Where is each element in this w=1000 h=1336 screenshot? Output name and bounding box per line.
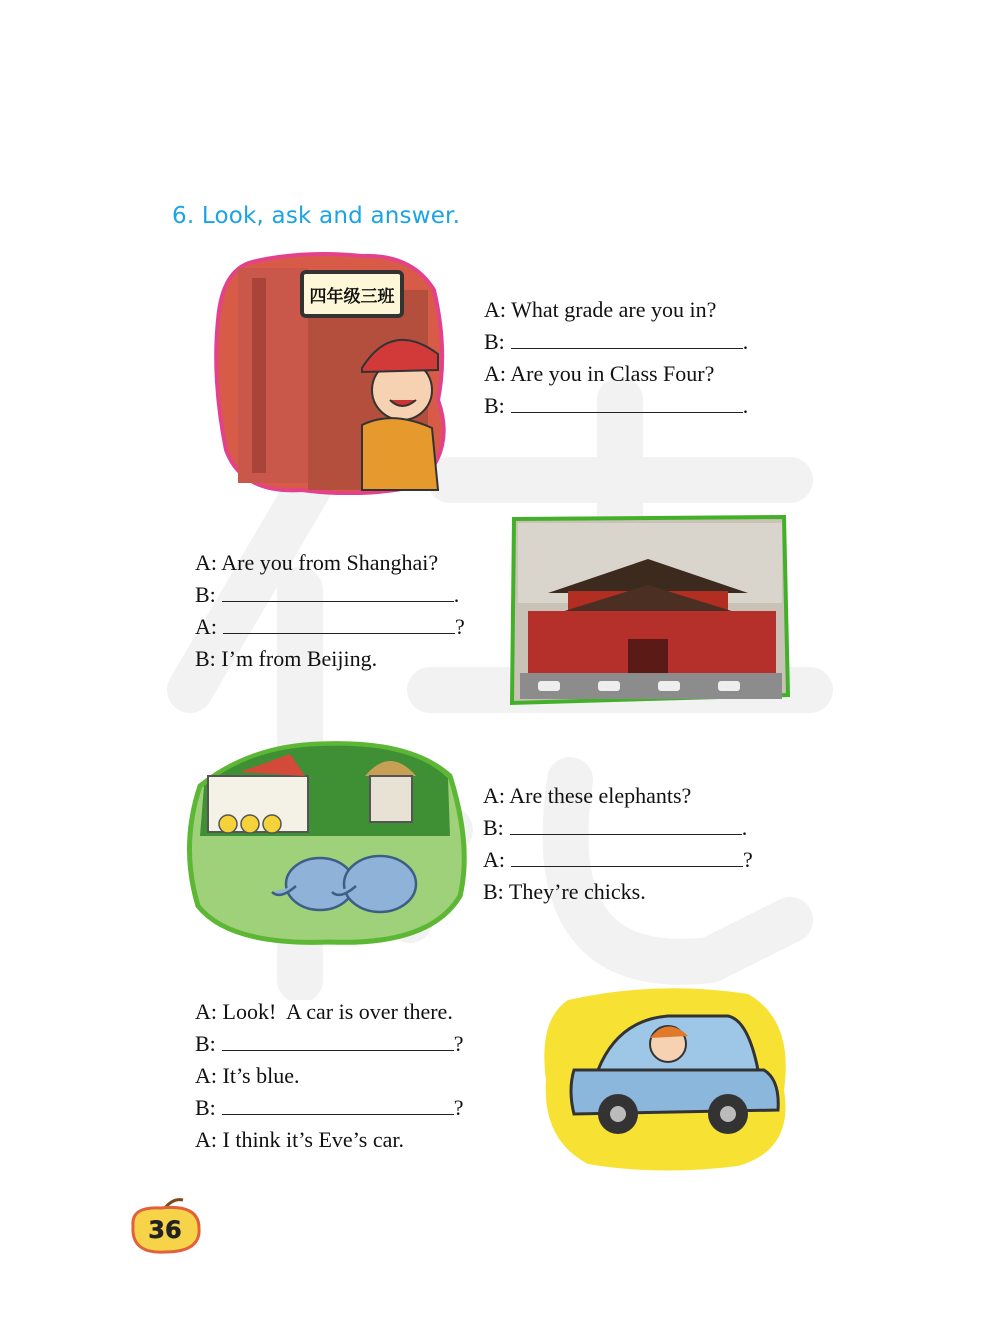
speaker-label: B: — [195, 582, 216, 607]
class-sign-text: 四年级三班 — [309, 287, 395, 307]
speaker-label: B: — [483, 815, 504, 840]
speaker-label: A: — [195, 614, 217, 639]
speaker-label: A: — [195, 550, 217, 575]
speaker-label: A: — [195, 999, 217, 1024]
speaker-label: A: — [483, 847, 505, 872]
speaker-label: B: — [484, 393, 505, 418]
blank-punctuation: ? — [455, 614, 465, 639]
dialogue-line — [195, 547, 465, 579]
dialogue-text: What grade are you in? — [511, 297, 717, 322]
dialogue-line — [195, 1124, 464, 1156]
answer-blank[interactable] — [223, 613, 455, 634]
dialogue-1 — [484, 294, 748, 422]
dialogue-text: I think it’s Eve’s car. — [222, 1127, 404, 1152]
blank-punctuation: . — [742, 329, 749, 354]
dialogue-line — [195, 1092, 464, 1124]
classroom-boy-picture — [212, 250, 452, 495]
blank-punctuation: ? — [453, 1095, 464, 1120]
answer-blank[interactable] — [510, 814, 742, 835]
dialogue-text: Are you in Class Four? — [510, 361, 715, 386]
blue-car-picture — [538, 980, 794, 1176]
dialogue-2 — [195, 547, 465, 675]
speaker-label: A: — [195, 1127, 217, 1152]
tiananmen-photo — [508, 515, 790, 707]
dialogue-text: It’s blue. — [222, 1063, 300, 1088]
answer-blank[interactable] — [511, 328, 743, 349]
answer-blank[interactable] — [222, 1094, 454, 1115]
dialogue-line — [195, 611, 465, 643]
blank-punctuation: . — [742, 393, 749, 418]
answer-blank[interactable] — [511, 846, 743, 867]
dialogue-line — [195, 1028, 464, 1060]
speaker-label: A: — [484, 361, 506, 386]
speaker-label: B: — [483, 879, 504, 904]
dialogue-text: Look! A car is over there. — [222, 999, 453, 1024]
page-number: 36 — [148, 1216, 182, 1244]
speaker-label: B: — [195, 646, 216, 671]
dialogue-line — [484, 390, 748, 422]
dialogue-3 — [483, 780, 753, 908]
dialogue-line — [484, 326, 748, 358]
dialogue-text: They’re chicks. — [508, 879, 646, 904]
dialogue-line — [483, 812, 753, 844]
blank-punctuation: ? — [453, 1031, 464, 1056]
speaker-label: B: — [195, 1095, 216, 1120]
dialogue-line — [484, 358, 748, 390]
dialogue-text: Are these elephants? — [509, 783, 692, 808]
speaker-label: A: — [195, 1063, 217, 1088]
dialogue-4 — [195, 996, 464, 1156]
page-number-badge — [125, 1196, 205, 1256]
dialogue-line — [483, 780, 753, 812]
blank-punctuation: . — [453, 582, 460, 607]
speaker-label: A: — [484, 297, 506, 322]
speaker-label: B: — [484, 329, 505, 354]
speaker-label: B: — [195, 1031, 216, 1056]
dialogue-line — [195, 1060, 464, 1092]
answer-blank[interactable] — [222, 1030, 454, 1051]
exercise-heading: 6. Look, ask and answer. — [172, 203, 461, 229]
dialogue-line — [483, 876, 753, 908]
blank-punctuation: . — [741, 815, 748, 840]
answer-blank[interactable] — [511, 392, 743, 413]
speaker-label: A: — [483, 783, 505, 808]
dialogue-line — [195, 996, 464, 1028]
dialogue-line — [484, 294, 748, 326]
answer-blank[interactable] — [222, 581, 454, 602]
dialogue-text: I’m from Beijing. — [221, 646, 378, 671]
dialogue-text: Are you from Shanghai? — [221, 550, 439, 575]
blank-punctuation: ? — [743, 847, 753, 872]
dialogue-line — [483, 844, 753, 876]
dialogue-line — [195, 643, 465, 675]
dialogue-line — [195, 579, 465, 611]
elephants-farm-picture — [180, 736, 470, 948]
